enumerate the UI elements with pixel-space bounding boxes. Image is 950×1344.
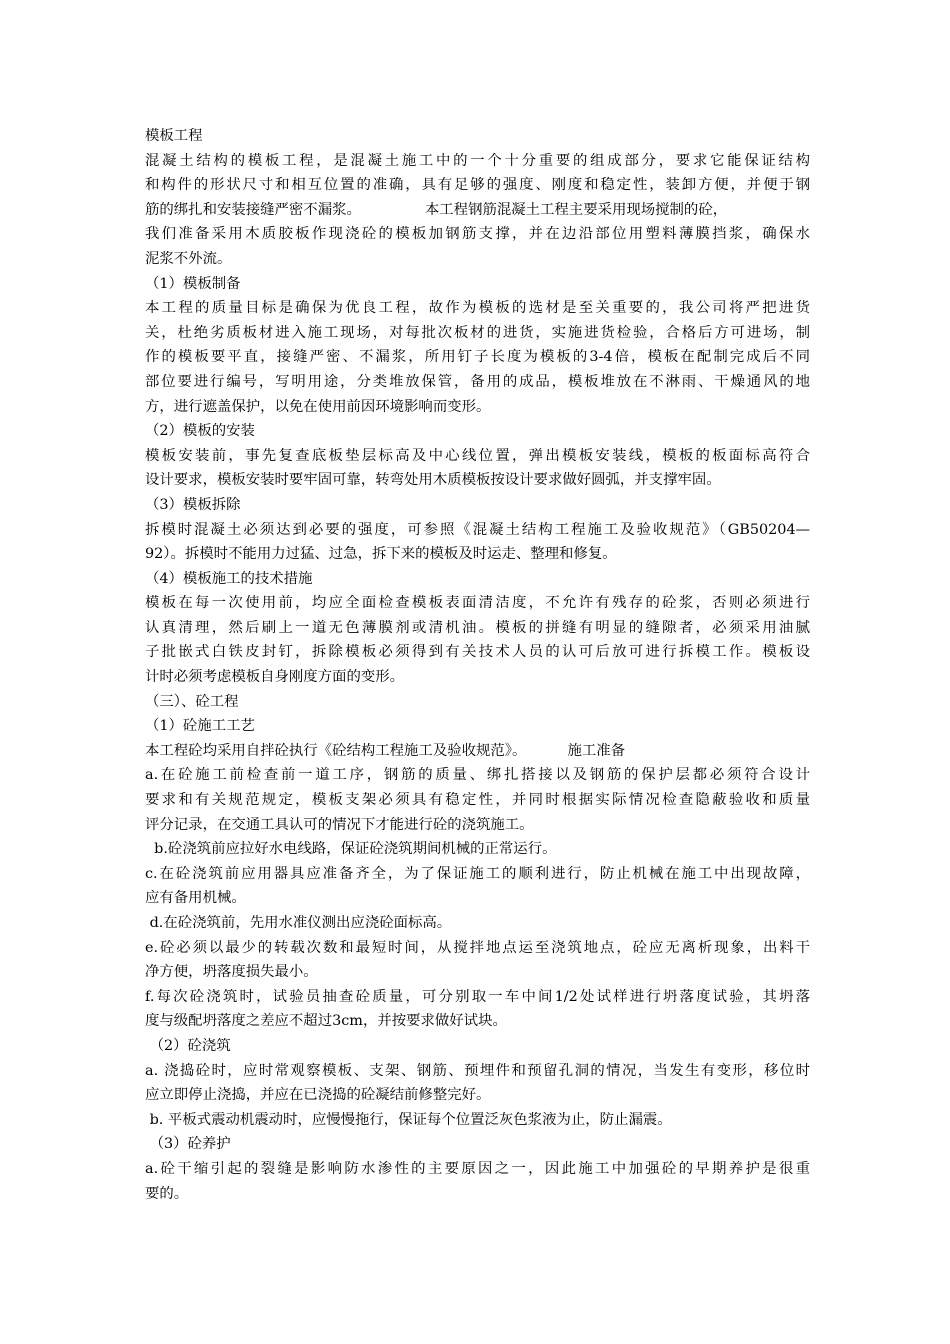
text-line: b. 平板式震动机震动时，应慢慢拖行，保证每个位置泛灰色浆液为止，防止漏震。	[145, 1111, 672, 1128]
text-line: 认真清理，然后刷上一道无色薄膜剂或清机油。模板的拼缝有明显的缝隙者，必须采用油腻	[145, 619, 810, 636]
text-line: 筋的绑扎和安装接缝严密不漏浆。 本工程钢筋混凝土工程主要采用现场搅制的砼，	[145, 201, 728, 218]
text-line: （三）、砼工程	[145, 693, 239, 710]
text-line: b.砼浇筑前应拉好水电线路，保证砼浇筑期间机械的正常运行。	[145, 841, 557, 858]
text-line: 模板安装前，事先复查底板垫层标高及中心线位置，弹出模板安装线，模板的板面标高符合	[145, 447, 810, 464]
text-line: 部位要进行编号，写明用途，分类堆放保管，备用的成品，模板堆放在不淋雨、干燥通风的地	[145, 373, 810, 390]
text-line: 评分记录，在交通工具认可的情况下才能进行砼的浇筑施工。	[145, 816, 534, 833]
text-line: 泥浆不外流。	[145, 250, 232, 267]
text-line: 本工程砼均采用自拌砼执行《砼结构工程施工及验收规范》。 施工准备	[145, 742, 626, 759]
text-line: （3）模板拆除	[145, 496, 241, 513]
text-line: （2）模板的安装	[145, 423, 255, 440]
text-line: 模板在每一次使用前，均应全面检查模板表面清洁度，不允许有残存的砼浆，否则必须进行	[145, 595, 810, 612]
text-line: 拆模时混凝土必须达到必要的强度，可参照《混凝土结构工程施工及验收规范》（GB50204—	[145, 521, 810, 538]
text-line: a. 浇捣砼时，应时常观察模板、支架、钢筋、预埋件和预留孔洞的情况，当发生有变形，移位时	[145, 1062, 810, 1079]
text-line: （4）模板施工的技术措施	[145, 570, 313, 587]
text-line: 设计要求，模板安装时要牢固可靠，转弯处用木质模板按设计要求做好圆弧，并支撑牢固。	[145, 472, 721, 489]
text-line: 关，杜绝劣质板材进入施工现场，对每批次板材的进货，实施进货检验，合格后方可进场，制	[145, 324, 810, 341]
text-line: d.在砼浇筑前，先用水准仪测出应浇砼面标高。	[145, 915, 452, 931]
text-line: （3）砼养护	[145, 1136, 231, 1153]
text-line: （2）砼浇筑	[145, 1037, 231, 1054]
text-line: 子批嵌式白铁皮封钉，拆除模板必须得到有关技术人员的认可后放可进行拆模工作。模板设	[145, 644, 810, 661]
text-line: e.砼必须以最少的转载次数和最短时间，从搅拌地点运至浇筑地点，砼应无离析现象，出料干	[145, 939, 810, 956]
text-line: a.砼干缩引起的裂缝是影响防水渗性的主要原因之一，因此施工中加强砼的早期养护是很重	[145, 1160, 810, 1177]
text-line: 92）。拆模时不能用力过猛、过急，拆下来的模板及时运走、整理和修复。	[145, 546, 617, 563]
text-line: 我们准备采用木质胶板作现浇砼的模板加钢筋支撑，并在边沿部位用塑料薄膜挡浆，确保水	[145, 226, 810, 243]
text-line: 应有备用机械。	[145, 890, 246, 907]
text-line: （1）砼施工工艺	[145, 718, 255, 735]
text-line: （1）模板制备	[145, 275, 241, 292]
text-line: 和构件的形状尺寸和相互位置的准确，具有足够的强度、刚度和稳定性，装卸方便，并便于钢	[145, 177, 810, 194]
text-line: 应立即停止浇捣，并应在已浇捣的砼凝结前修整完好。	[145, 1087, 491, 1104]
text-line: 本工程的质量目标是确保为优良工程，故作为模板的选材是至关重要的，我公司将严把进货	[145, 300, 810, 317]
text-line: 混凝土结构的模板工程，是混凝土施工中的一个十分重要的组成部分，要求它能保证结构	[145, 152, 810, 169]
text-line: 模板工程	[145, 128, 203, 144]
document-page	[145, 124, 810, 1206]
text-line: 度与级配坍落度之差应不超过3cm，并按要求做好试块。	[145, 1013, 507, 1030]
text-line: 计时必须考虑模板自身刚度方面的变形。	[145, 669, 405, 686]
text-line: c.在砼浇筑前应用器具应准备齐全，为了保证施工的顺利进行，防止机械在施工中出现故障，	[145, 865, 810, 882]
text-line: 要求和有关规范规定，模板支架必须具有稳定性，并同时根据实际情况检查隐蔽验收和质量	[145, 792, 810, 809]
text-line: 净方便，坍落度损失最小。	[145, 964, 318, 981]
text-line: 方，进行遮盖保护，以免在使用前因环境影响而变形。	[145, 398, 491, 415]
text-line: f.每次砼浇筑时，试验员抽查砼质量，可分别取一车中间1/2处试样进行坍落度试验，其坍落	[145, 988, 810, 1005]
text-line: a.在砼施工前检查前一道工序，钢筋的质量、绑扎搭接以及钢筋的保护层都必须符合设计	[145, 767, 810, 784]
text-line: 要的。	[145, 1185, 189, 1202]
text-line: 作的模板要平直，接缝严密、不漏浆，所用钉子长度为模板的3-4倍，模板在配制完成后不同	[145, 349, 810, 366]
